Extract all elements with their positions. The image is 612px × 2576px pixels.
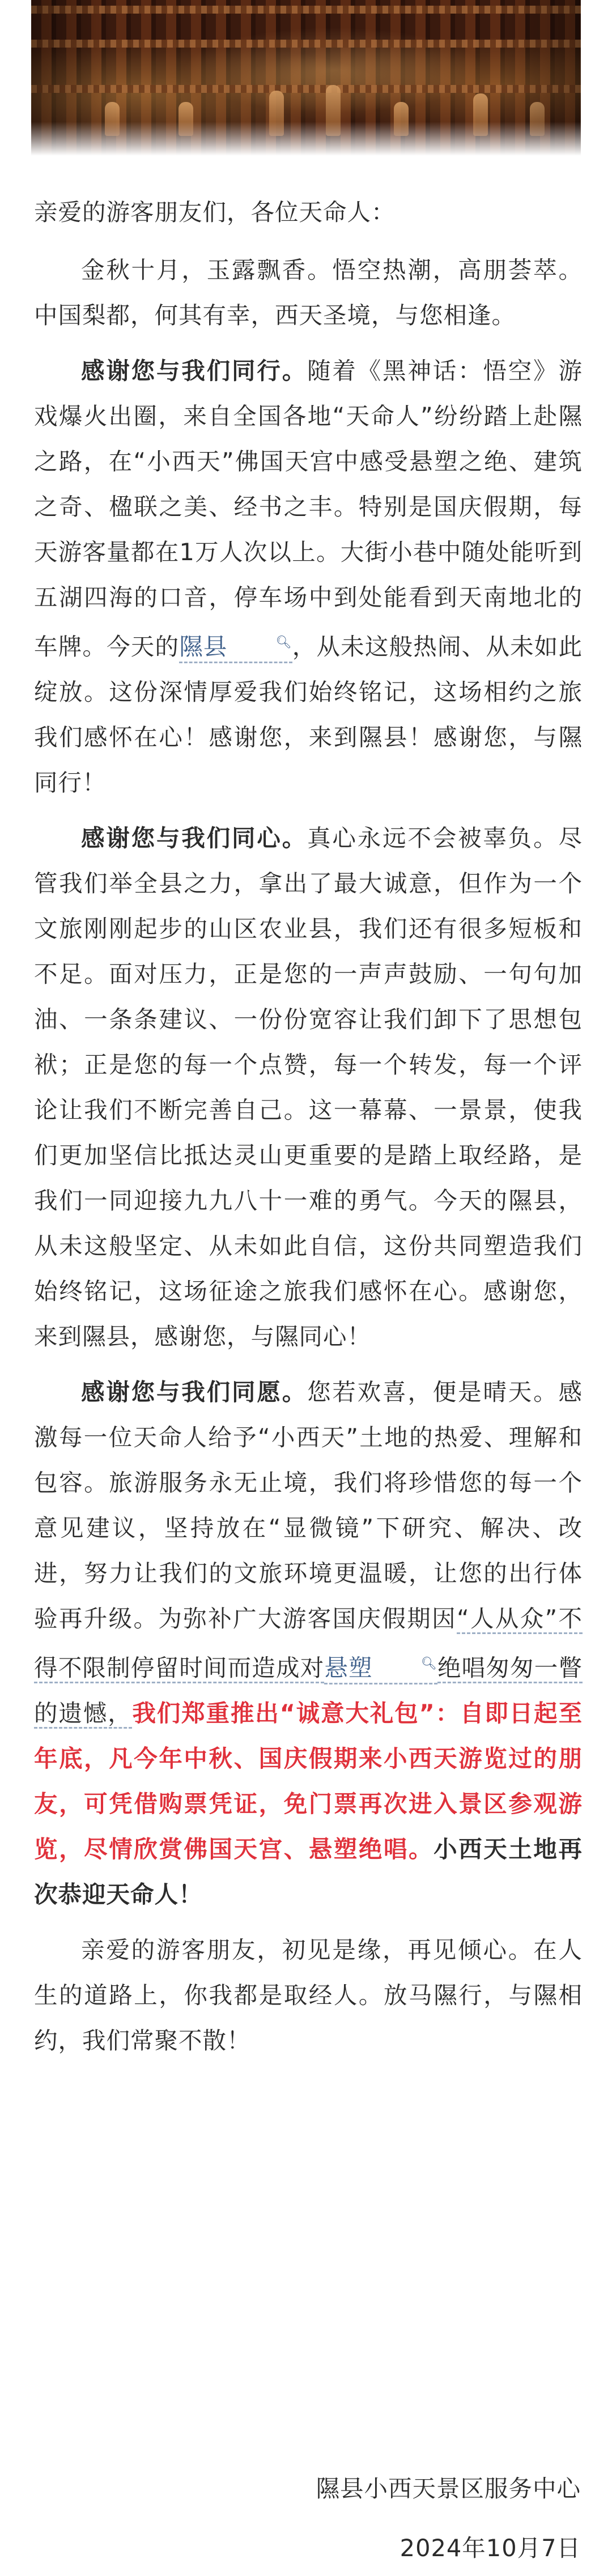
- hero-image: [31, 0, 581, 156]
- offer-announcement: 我们郑重推出“诚意大礼包”：自即日起至年底，凡今年中秋、国庆假期来小西天游览过的朋友，可凭借购票凭证，免门票再次进入景区参观游览，尽情欣赏佛国天宫、悬塑绝唱。: [34, 1699, 583, 1863]
- paragraph-lead: 感谢您与我们同愿。: [81, 1377, 308, 1406]
- paragraph-same-heart: 感谢您与我们同心。真心永远不会被辜负。尽管我们举全县之力，拿出了最大诚意，但作为一个文旅刚刚起步的山区农业县，我们还有很多短板和不足。面对压力，正是您的一声声鼓励、一句句加油、一条条建议、一份份宽容让我们卸下了思想包袱；正是您的每一个点赞，每一个转发，每一个评论让我们不断完善自己。这一幕幕、一景景，使我们更加坚信比抵达灵山更重要的是踏上取经路，是我们一同迎接九九八十一难的勇气。今天的隰县，从未这般坚定、从未如此自信，这份共同塑造我们始终铭记，这场征途之旅我们感怀在心。感谢您，来到隰县，感谢您，与隰同心！: [34, 824, 583, 1350]
- paragraph-farewell: 亲爱的游客朋友，初见是缘，再见倾心。在人生的道路上，你我都是取经人。放马隰行，与隰相约，我们常聚不散！: [34, 1935, 583, 2054]
- paragraph-lead: 感谢您与我们同心。: [81, 824, 308, 852]
- greeting: 亲爱的游客朋友们，各位天命人：: [34, 198, 396, 226]
- article-body: [34, 190, 583, 2074]
- search-icon: 🔍︎: [275, 636, 292, 650]
- paragraph-lead: 感谢您与我们同行。: [81, 357, 308, 385]
- paragraph-together: 感谢您与我们同行。随着《黑神话：悟空》游戏爆火出圈，来自全国各地“天命人”纷纷踏上赴隰之路，在“小西天”佛国天宫中感受悬塑之绝、建筑之奇、楹联之美、经书之丰。特别是国庆假期，每天游客量都在1万人次以上。大街小巷中随处能听到五湖四海的口音，停车场中到处能看到天南地北的车牌。今天的隰县 🔍︎，从未这般热闹、从未如此绽放。这份深情厚爱我们始终铭记，这场相约之旅我们感怀在心！感谢您，来到隰县！感谢您，与隰同行！: [34, 357, 583, 796]
- paragraph-intro: 金秋十月，玉露飘香。悟空热潮，高朋荟萃。中国梨都，何其有幸，西天圣境，与您相逢。: [34, 256, 583, 329]
- search-icon: 🔍︎: [420, 1656, 437, 1671]
- signature-date: 2024年10月7日: [400, 2534, 581, 2562]
- paragraph-same-wish: 感谢您与我们同愿。您若欢喜，便是晴天。感激每一位天命人给予“小西天”土地的热爱、理解和包容。旅游服务永无止境，我们将珍惜您的每一个意见建议，坚持放在“显微镜”下研究、解决、改进，努力让我们的文旅环境更温暖，让您的出行体验再升级。为弥补广大游客国庆假期因“人从众”不得不限制停留时间而造成对悬塑 🔍︎绝唱匆匆一瞥的遗憾，我们郑重推出“诚意大礼包”：自即日起至年底，凡今年中秋、国庆假期来小西天游览过的朋友，可凭借购票凭证，免门票再次进入景区参观游览，尽情欣赏佛国天宫、悬塑绝唱。小西天土地再次恭迎天命人！: [34, 1377, 583, 1908]
- keyword-link-xuansu[interactable]: 悬塑 🔍︎: [324, 1654, 437, 1684]
- signature-org: 隰县小西天景区服务中心: [316, 2475, 581, 2502]
- closing-line: 小西天土地再次恭迎天命人！: [34, 1835, 583, 1908]
- keyword-link-xixian[interactable]: 隰县 🔍︎: [179, 633, 292, 663]
